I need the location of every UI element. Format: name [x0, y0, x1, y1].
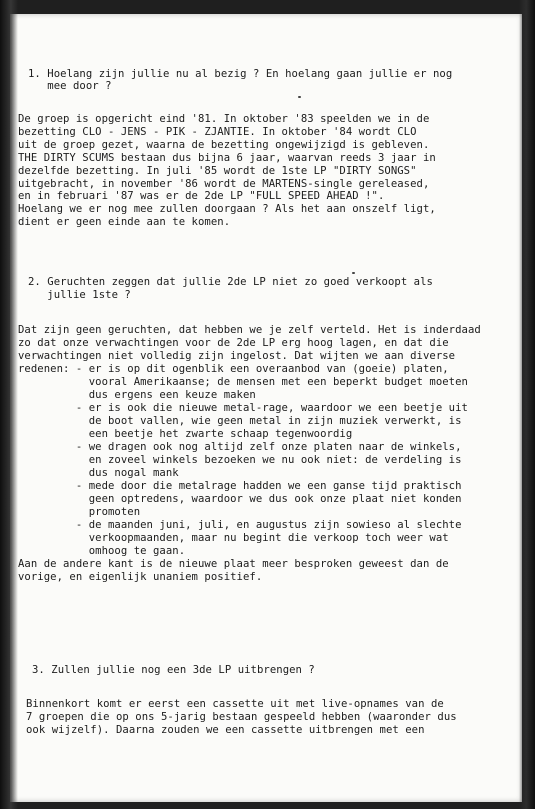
q3-question-line: 3. Zullen jullie nog een 3de LP uitbrengen ? [32, 664, 315, 676]
q2-answer-line: de boot vallen, wie geen metal in zijn muziek verwerkt, is [18, 415, 462, 427]
q2-answer-line: zo dat onze verwachtingen voor de 2de LP erg hoog lagen, en dat die [18, 337, 449, 349]
scan-left-edge-shadow [0, 0, 18, 809]
q2-answer-line: vorige, en eigenlijk unaniem positief. [18, 571, 263, 583]
q2-question-line: 2. Geruchten zeggen dat jullie 2de LP niet zo goed verkoopt als [28, 276, 433, 288]
q2-answer-line: dus ergens een keuze maken [18, 389, 256, 401]
q2-answer-line: en zoveel winkels bezoeken we nu ook niet: de verdeling is [18, 454, 462, 466]
q1-answer-line: THE DIRTY SCUMS bestaan dus bijna 6 jaar, waarvan reeds 3 jaar in [18, 151, 436, 164]
q1-answer-line: dient er geen einde aan te komen. [18, 216, 231, 229]
q2-answer-line: een beetje het zwarte schaap tegenwoordig [18, 428, 353, 440]
q2-answer-line: Aan de andere kant is de nieuwe plaat meer besproken geweest dan de [18, 558, 449, 570]
q2-answer-line: omhoog te gaan. [18, 545, 186, 557]
q2-answer-line: - we dragen ook nog altijd zelf onze platen naar de winkels, [18, 441, 462, 453]
q1-answer-line: bezetting CLO - JENS - PIK - ZJANTIE. In oktober '84 wordt CLO [18, 125, 417, 138]
q1-question-line: mee door ? [28, 80, 112, 92]
q2-answer-line: - er is ook die nieuwe metal-rage, waardoor we een beetje uit [18, 402, 468, 414]
q2-answer-line: geen optredens, waardoor we dus ook onze plaat niet konden [18, 493, 462, 505]
q2-question-line: jullie 1ste ? [28, 288, 131, 301]
speck [352, 272, 355, 274]
q1-question-line: 1. Hoelang zijn jullie nu al bezig ? En hoelang gaan jullie er nog [28, 68, 453, 80]
q1-answer-line: dezelfde bezetting. In juli '85 wordt de 1ste LP "DIRTY SONGS" [18, 164, 417, 177]
q2-answer-line: redenen: - er is op dit ogenblik een overaanbod van (goeie) platen, [18, 363, 449, 375]
q3-answer-line: Binnenkort komt er eerst een cassette uit met live-opnames van de [26, 698, 444, 710]
q2-answer-line: promoten [18, 506, 141, 518]
q2-answer-line: dus nogal mank [18, 467, 179, 479]
q2-answer-line: vooral Amerikaanse; de mensen met een beperkt budget moeten [18, 376, 468, 388]
speck [298, 96, 301, 98]
document-page [10, 14, 522, 802]
q1-answer-line: en in februari '87 was er de 2de LP "FULL SPEED AHEAD !". [18, 190, 385, 203]
q2-answer-line: Dat zijn geen geruchten, dat hebben we je zelf verteld. Het is inderdaad [18, 324, 481, 336]
q2-answer-line: verwachtingen niet volledig zijn ingelost. Dat wijten we aan diverse [18, 350, 456, 362]
q1-answer-line: uit de groep gezet, waarna de bezetting ongewijzigd is gebleven. [18, 138, 430, 151]
q3-answer-line: ook wijzelf). Daarna zouden we een cassette uitbrengen met een [26, 724, 425, 737]
q1-answer-line: uitgebracht, in november '86 wordt de MARTENS-single gereleased, [18, 177, 430, 190]
q2-answer-line: - mede door die metalrage hadden we een ganse tijd praktisch [18, 480, 462, 492]
scan-right-edge-shadow [519, 0, 535, 809]
q2-answer-line: verkoopmaanden, maar nu begint die verkoop toch weer wat [18, 532, 449, 544]
q1-answer-line: De groep is opgericht eind '81. In oktober '83 speelden we in de [18, 113, 430, 125]
q1-answer-line: Hoelang we er nog mee zullen doorgaan ? Als het aan onszelf ligt, [18, 203, 436, 216]
q2-answer-line: - de maanden juni, juli, en augustus zijn sowieso al slechte [18, 519, 462, 531]
q3-answer-line: 7 groepen die op ons 5-jarig bestaan gespeeld hebben (waaronder dus [26, 711, 457, 724]
